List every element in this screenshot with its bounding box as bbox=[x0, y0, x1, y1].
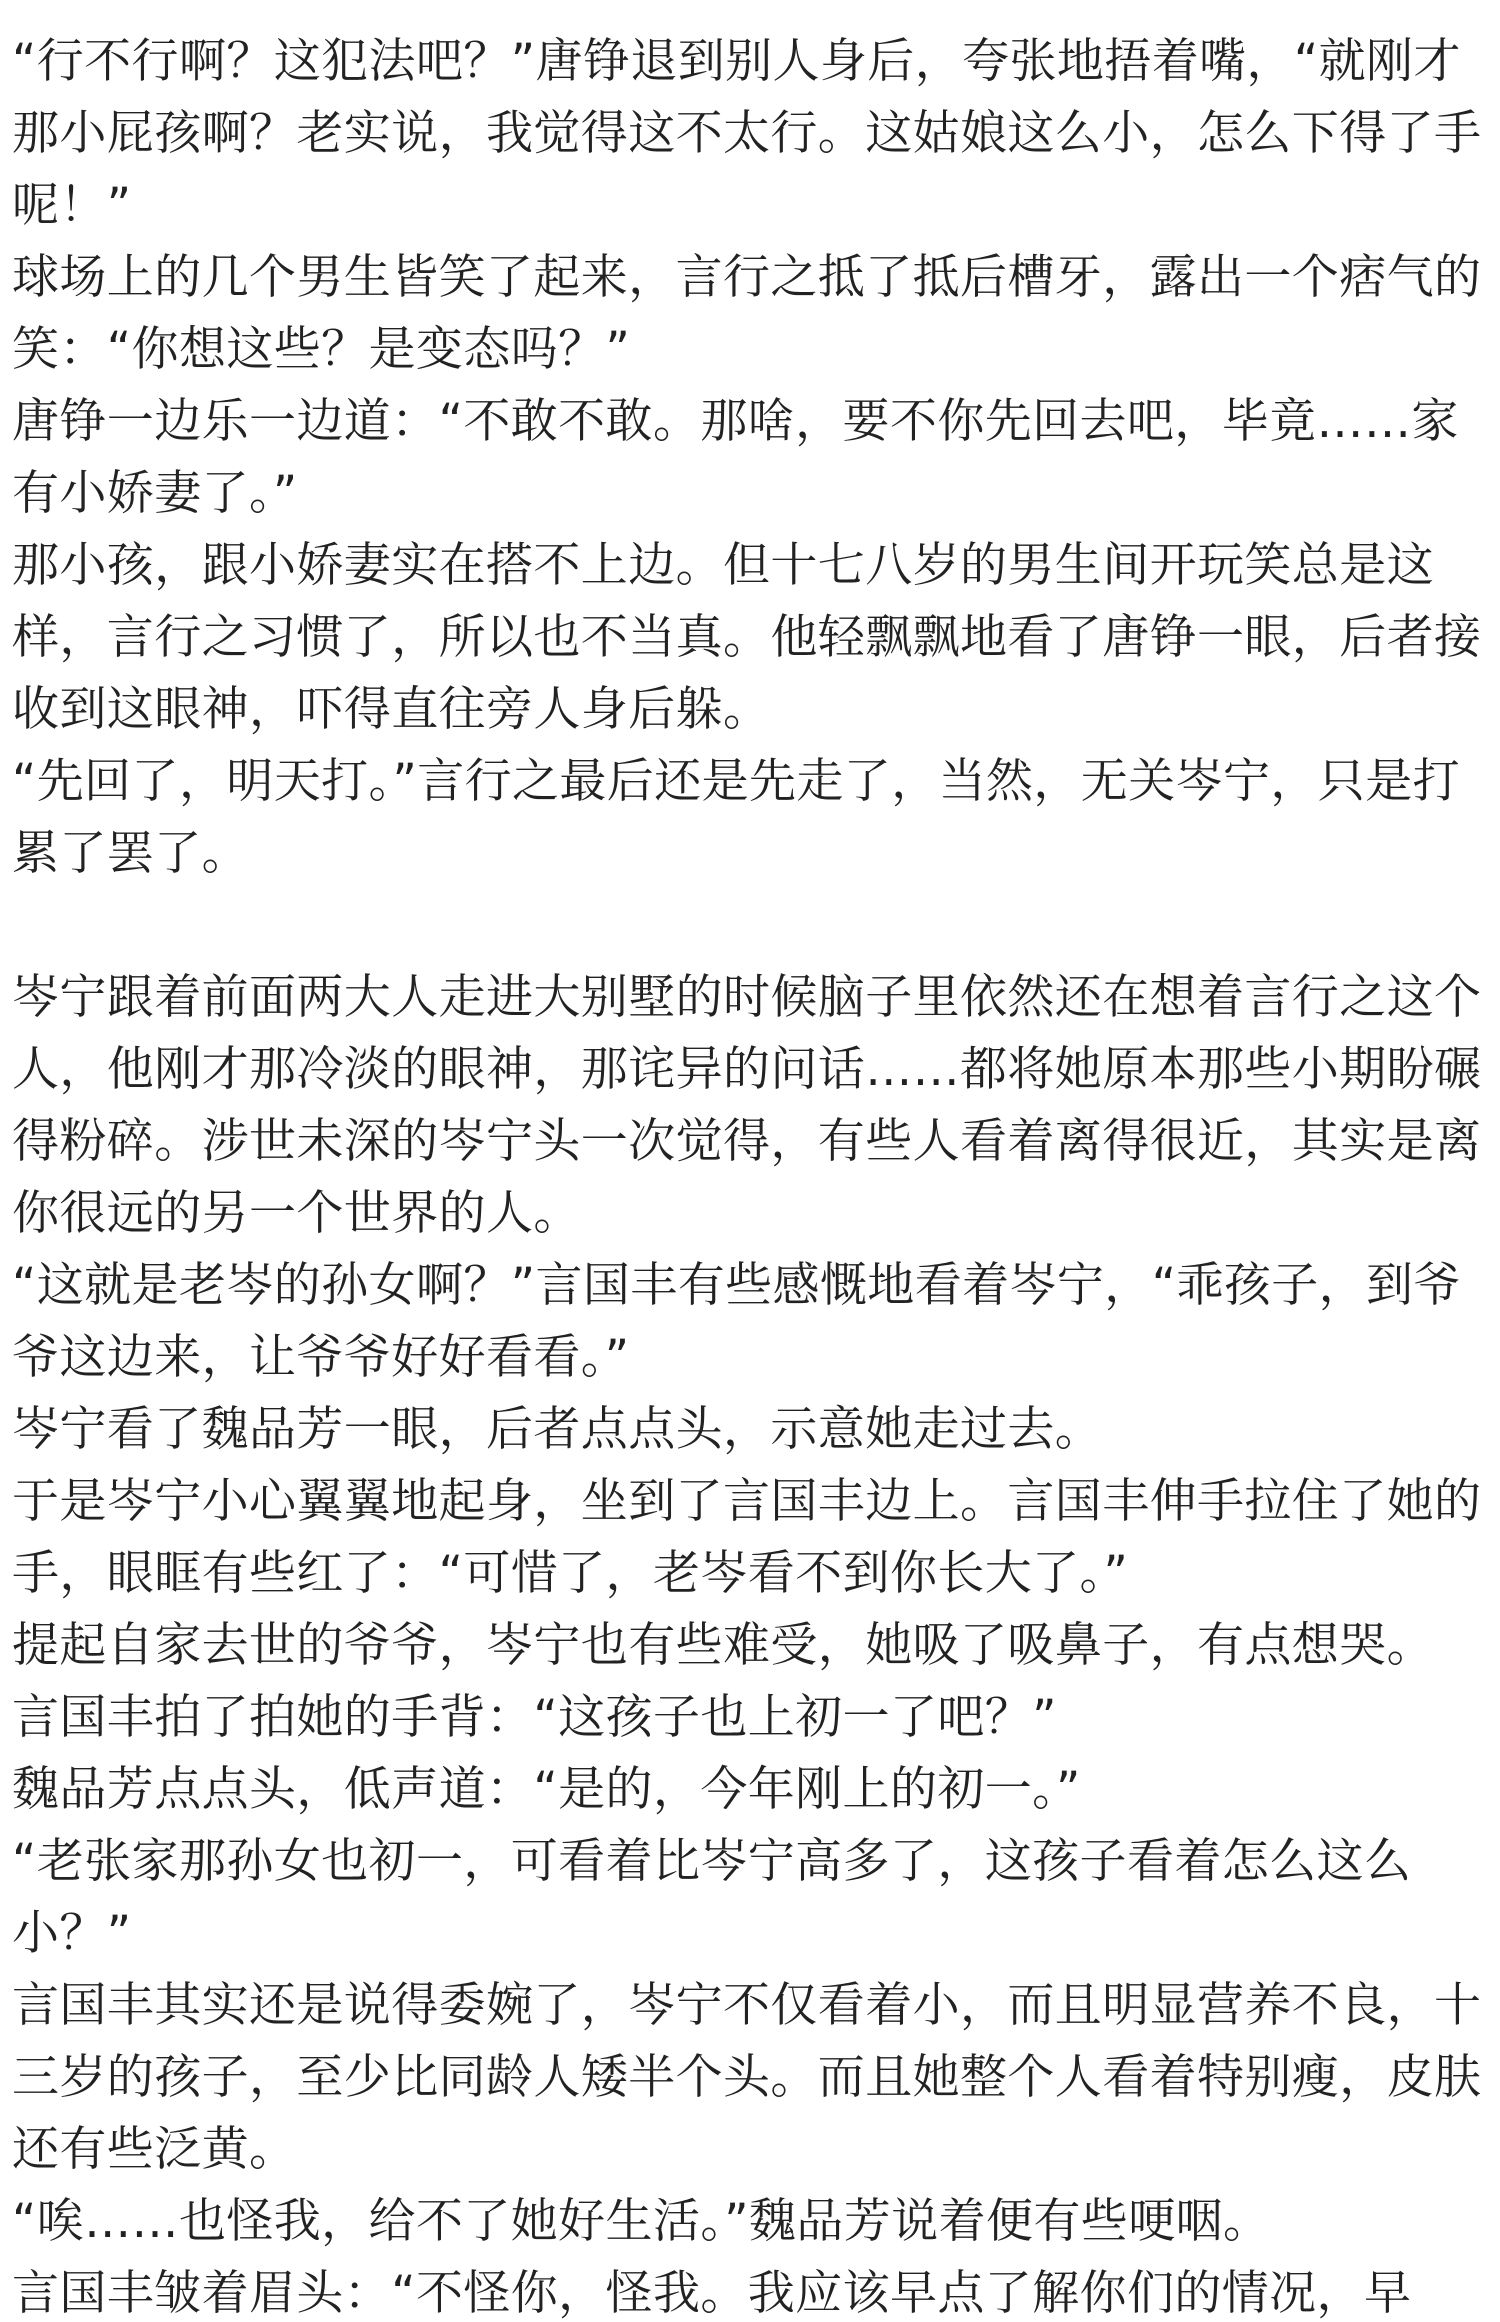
paragraph: 唐铮一边乐一边道：“不敢不敢。那啥，要不你先回去吧，毕竟……家有小娇妻了。” bbox=[12, 394, 1459, 521]
paragraph: 提起自家去世的爷爷，岑宁也有些难受，她吸了吸鼻子，有点想哭。 bbox=[12, 1618, 1434, 1673]
paragraph: 言国丰拍了拍她的手背：“这孩子也上初一了吧？” bbox=[12, 1690, 1057, 1745]
paragraph: 言国丰皱着眉头：“不怪你，怪我。我应该早点了解你们的情况，早 bbox=[12, 2266, 1412, 2321]
paragraph: 那小孩，跟小娇妻实在搭不上边。但十七八岁的男生间开玩笑总是这样，言行之习惯了，所以也不当真。他轻飘飘地看了唐铮一眼，后者接收到这眼神，吓得直往旁人身后躲。 bbox=[12, 538, 1482, 737]
paragraph: 岑宁跟着前面两大人走进大别墅的时候脑子里依然还在想着言行之这个人，他刚才那冷淡的眼神，那诧异的问话……都将她原本那些小期盼碾得粉碎。涉世未深的岑宁头一次觉得，有些人看着离得很近，其实是离你很远的另一个世界的人。 bbox=[12, 970, 1482, 1241]
document-body bbox=[12, 26, 1490, 2322]
paragraph: 岑宁看了魏品芳一眼，后者点点头，示意她走过去。 bbox=[12, 1402, 1103, 1457]
paragraph: “唉……也怪我，给不了她好生活。”魏品芳说着便有些哽咽。 bbox=[12, 2194, 1271, 2249]
paragraph: “先回了，明天打。”言行之最后还是先走了，当然，无关岑宁，只是打累了罢了。 bbox=[12, 754, 1460, 881]
paragraph: 于是岑宁小心翼翼地起身，坐到了言国丰边上。言国丰伸手拉住了她的手，眼眶有些红了：“可惜了，老岑看不到你长大了。” bbox=[12, 1474, 1482, 1601]
paragraph: “行不行啊？这犯法吧？”唐铮退到别人身后，夸张地捂着嘴，“就刚才那小屁孩啊？老实说，我觉得这不太行。这姑娘这么小，怎么下得了手呢！” bbox=[12, 34, 1482, 233]
paragraph: 魏品芳点点头，低声道：“是的，今年刚上的初一。” bbox=[12, 1762, 1081, 1817]
paragraph: 球场上的几个男生皆笑了起来，言行之抵了抵后槽牙，露出一个痞气的笑：“你想这些？是变态吗？” bbox=[12, 250, 1482, 377]
paragraph: 言国丰其实还是说得委婉了，岑宁不仅看着小，而且明显营养不良，十三岁的孩子，至少比同龄人矮半个头。而且她整个人看着特别瘦，皮肤还有些泛黄。 bbox=[12, 1978, 1482, 2177]
paragraph: “这就是老岑的孙女啊？”言国丰有些感慨地看着岑宁，“乖孩子，到爷爷这边来，让爷爷好好看看。” bbox=[12, 1258, 1461, 1385]
paragraph: “老张家那孙女也初一，可看着比岑宁高多了，这孩子看着怎么这么小？” bbox=[12, 1834, 1412, 1961]
section-break bbox=[12, 890, 1490, 962]
